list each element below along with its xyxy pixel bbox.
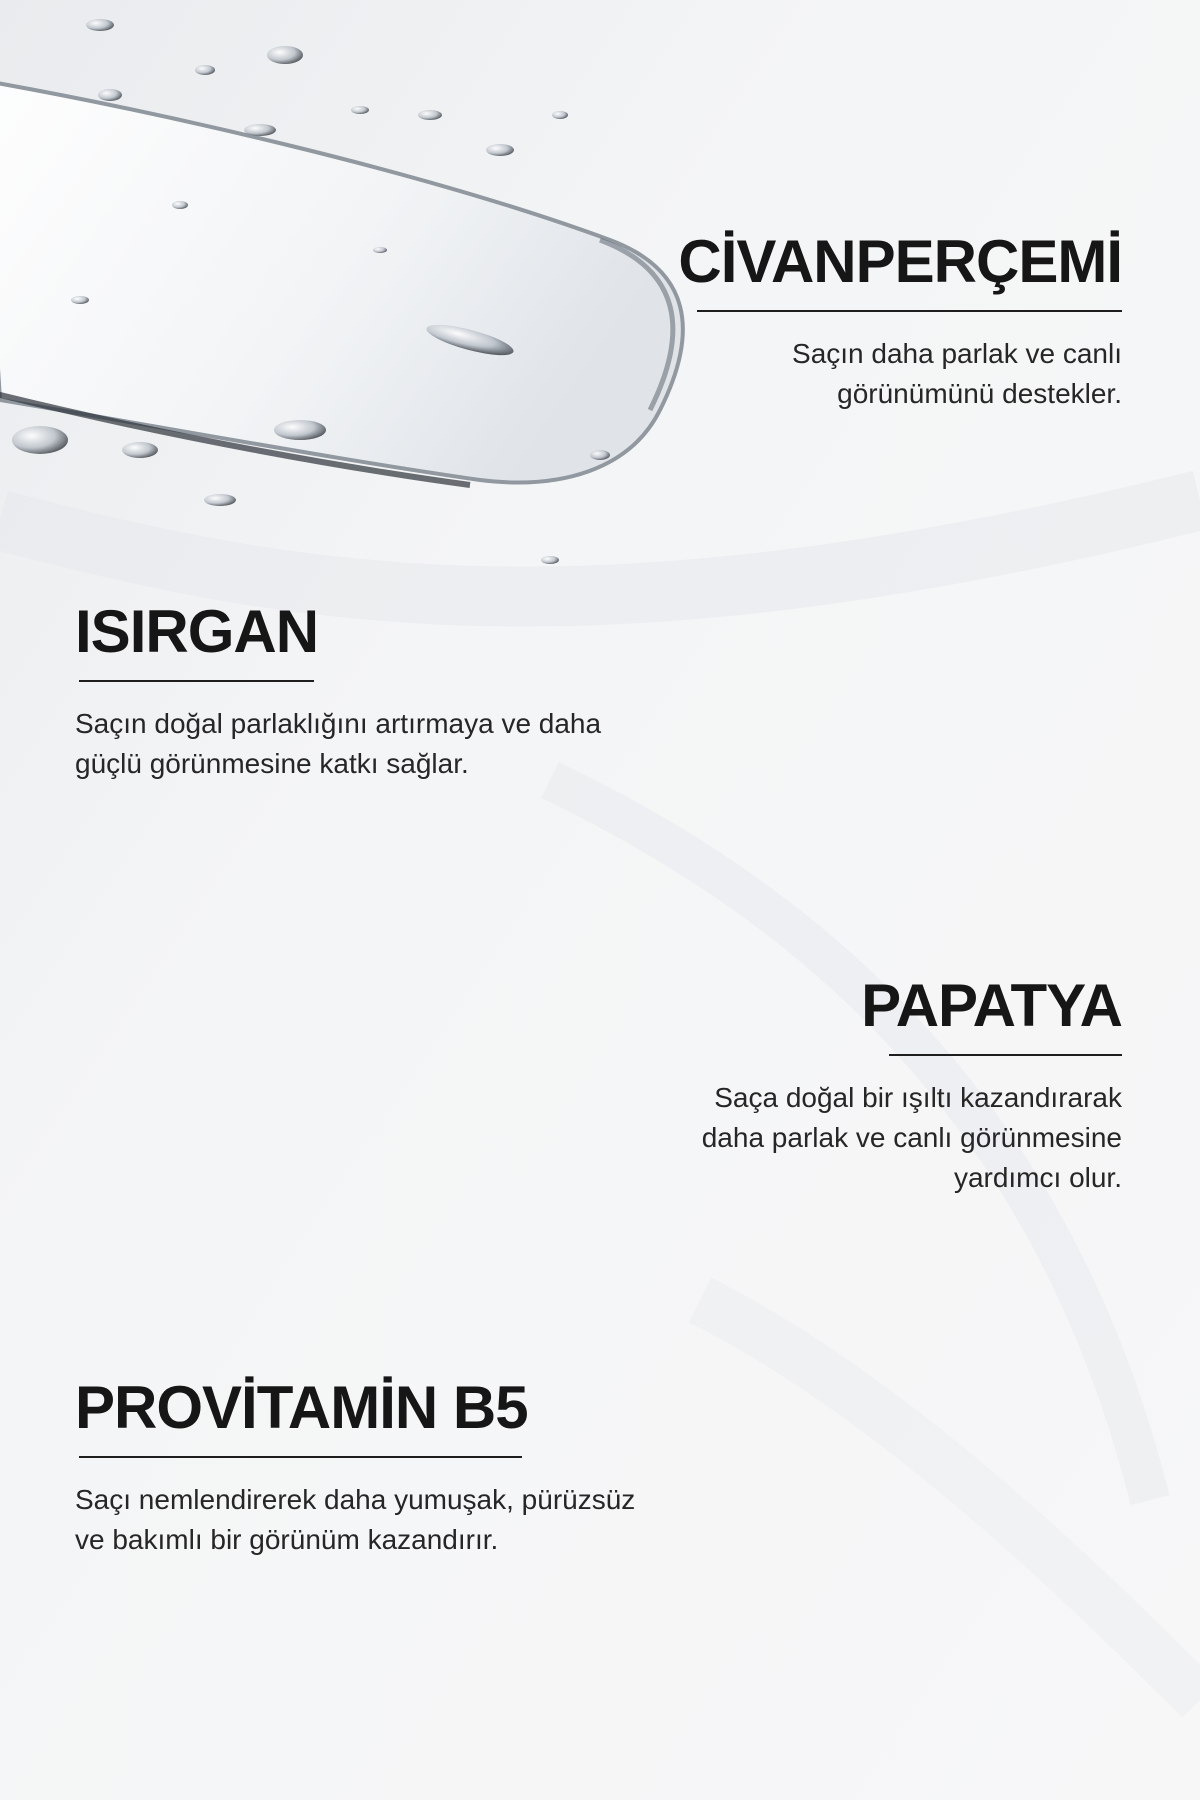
ingredient-title: CİVANPERÇEMİ bbox=[678, 228, 1122, 295]
ingredient-description: Saçın daha parlak ve canlı görünümünü destekler. bbox=[792, 338, 1122, 409]
title-underline bbox=[79, 680, 314, 682]
ingredient-title: PAPATYA bbox=[861, 972, 1122, 1039]
title-underline bbox=[79, 1456, 522, 1458]
ingredient-title: PROVİTAMİN B5 bbox=[75, 1374, 528, 1441]
ingredient-title: ISIRGAN bbox=[75, 598, 319, 665]
ingredient-description: Saçın doğal parlaklığını artırmaya ve daha güçlü görünmesine katkı sağlar. bbox=[75, 708, 602, 779]
title-underline bbox=[889, 1054, 1122, 1056]
ingredient-isirgan bbox=[75, 598, 695, 784]
ingredient-papatya bbox=[562, 972, 1122, 1198]
ingredient-description: Saçı nemlendirerek daha yumuşak, pürüzsüz ve bakımlı bir görünüm kazandırır. bbox=[75, 1484, 636, 1555]
ingredient-description: Saça doğal bir ışıltı kazandırarak daha parlak ve canlı görünmesine yardımcı olur. bbox=[701, 1082, 1122, 1193]
ingredient-provitamin-b5 bbox=[75, 1374, 715, 1560]
title-underline bbox=[697, 310, 1122, 312]
ingredient-civanpercemi bbox=[602, 228, 1122, 414]
